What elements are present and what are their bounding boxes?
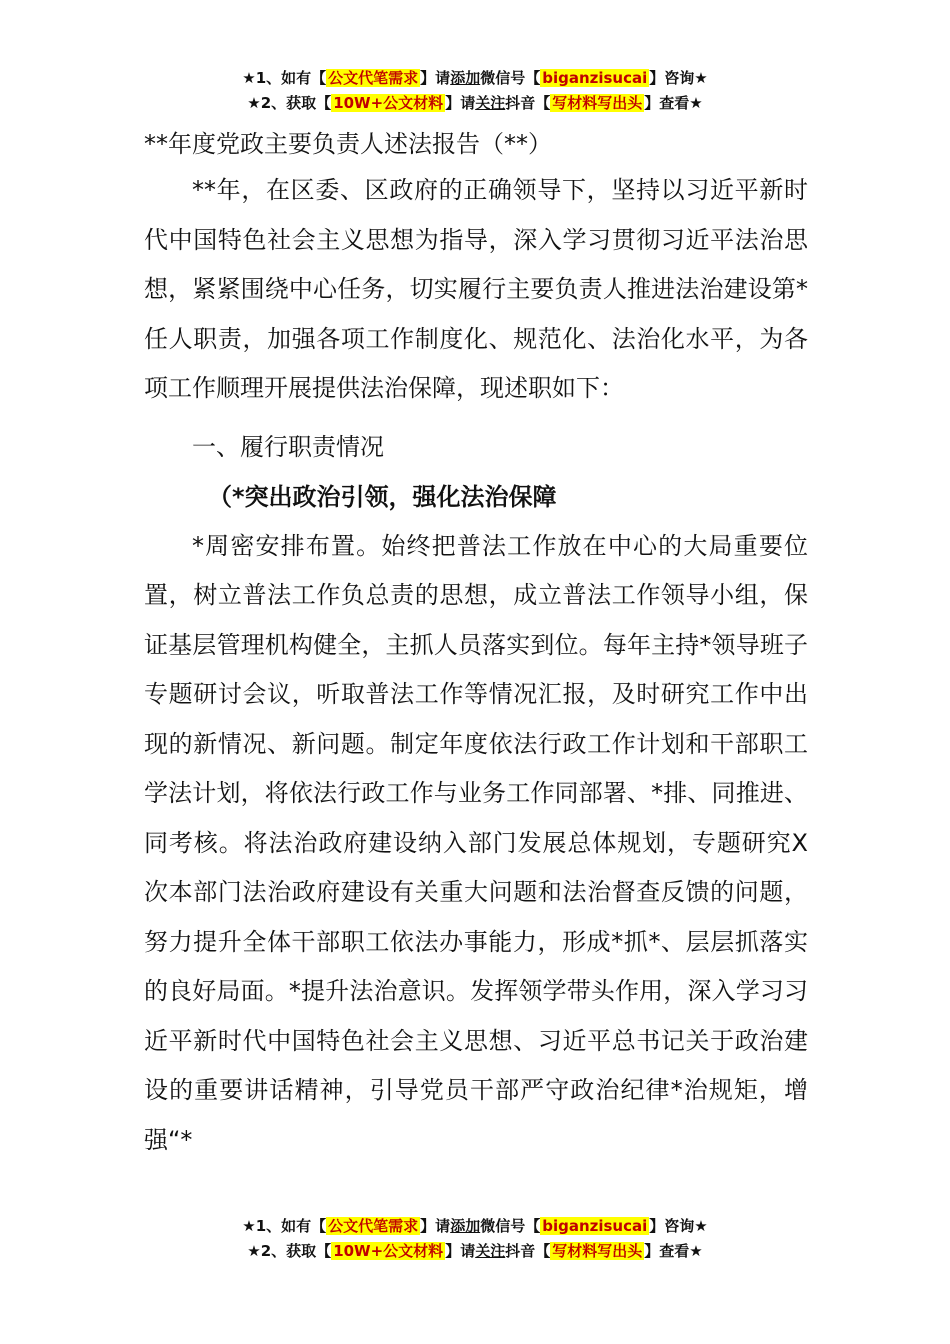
banner-text: 】查看★ (644, 1242, 703, 1260)
banner-text: 抖音【 (505, 94, 551, 112)
banner-highlight: 公文代笔需求 (328, 1217, 419, 1235)
banner-text: 微信号【 (480, 1217, 541, 1235)
banner-highlight: 写材料写出头 (552, 1242, 643, 1260)
intro-paragraph: **年，在区委、区政府的正确领导下，坚持以习近平新时代中国特色社会主义思想为指导，深入学习贯彻习近平法治思想，紧紧围绕中心任务，切实履行主要负责人推进法治建设第*任人职责，加强各项工作制度化、规范化、法治化水平，为各项工作顺理开展提供法治保障，现述职如下： (144, 176, 808, 402)
banner-highlight: 写材料写出头 (552, 94, 643, 112)
banner-underline: 关注 (475, 1242, 506, 1260)
banner-highlight: 公文代笔需求 (328, 69, 419, 87)
banner-text: 】查看★ (644, 94, 703, 112)
banner-underline: 关注 (475, 94, 506, 112)
banner-line-2 (0, 1239, 950, 1264)
banner-text: 】请 (445, 1242, 476, 1260)
banner-text: 】请 (445, 94, 476, 112)
section-heading: 一、履行职责情况 (192, 432, 384, 461)
banner-line-1 (0, 1214, 950, 1239)
banner-text: 微信号【 (480, 69, 541, 87)
banner-highlight: 10W+公文材料 (333, 1242, 444, 1260)
banner-highlight: biganzisucai (542, 1217, 648, 1235)
banner-text: ★2、获取【 (247, 94, 332, 112)
banner-text: 】咨询★ (649, 1217, 708, 1235)
banner-underline: 添加 (450, 1217, 481, 1235)
banner-text: 】请 (420, 69, 451, 87)
banner-underline: 添加 (450, 69, 481, 87)
banner-line-1 (0, 66, 950, 91)
subsection-heading: （*突出政治引领，强化法治保障 (208, 482, 557, 511)
banner-text: 】咨询★ (649, 69, 708, 87)
banner-text: 抖音【 (505, 1242, 551, 1260)
banner-text: ★1、如有【 (242, 69, 327, 87)
banner-highlight: 10W+公文材料 (333, 94, 444, 112)
footer-banner (0, 1214, 950, 1264)
banner-text: ★1、如有【 (242, 1217, 327, 1235)
banner-text: ★2、获取【 (247, 1242, 332, 1260)
banner-text: 】请 (420, 1217, 451, 1235)
body-paragraph: *周密安排布置。始终把普法工作放在中心的大局重要位置，树立普法工作负总责的思想，成立普法工作领导小组，保证基层管理机构健全，主抓人员落实到位。每年主持*领导班子专题研讨会议，听取普法工作等情况汇报，及时研究工作中出现的新情况、新问题。制定年度依法行政工作计划和干部职工学法计划，将依法行政工作与业务工作同部署、*排、同推进、同考核。将法治政府建设纳入部门发展总体规划，专题研究Ⅹ次本部门法治政府建设有关重大问题和法治督查反馈的问题，努力提升全体干部职工依法办事能力，形成*抓*、层层抓落实的良好局面。*提升法治意识。发挥领学带头作用，深入学习习近平新时代中国特色社会主义思想、习近平总书记关于政治建设的重要讲话精神，引导党员干部严守政治纪律*治规矩，增强“* (144, 531, 808, 1154)
banner-highlight: biganzisucai (542, 69, 648, 87)
header-banner (0, 66, 950, 116)
document-body (144, 122, 808, 1165)
document-title: **年度党政主要负责人述法报告（**） (144, 130, 552, 158)
banner-line-2 (0, 91, 950, 116)
